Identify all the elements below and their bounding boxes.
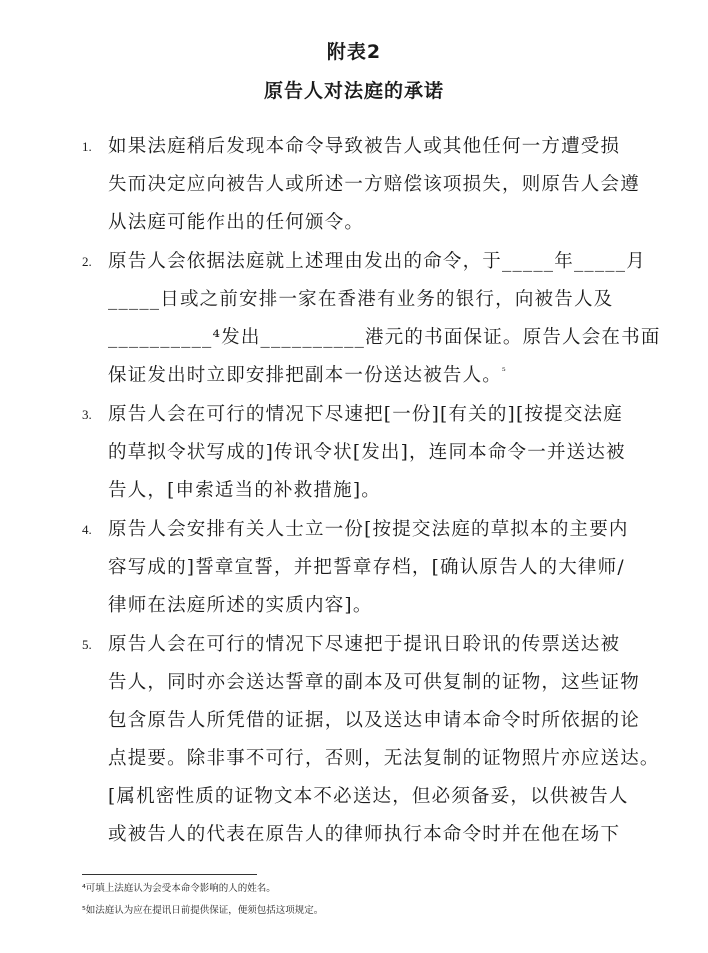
item-line: [属机密性质的证物文本不必送达，但必须备妥，以供被告人 xyxy=(108,786,629,807)
item-line: 如果法庭稍后发现本命令导致被告人或其他任何一方遭受损 xyxy=(108,136,621,157)
footnote-divider xyxy=(82,874,257,875)
item-line: __________⁴发出__________港元的书面保证。原告人会在书面 xyxy=(108,327,661,348)
item-line: 包含原告人所凭借的证据，以及送达申请本命令时所依据的论 xyxy=(108,710,640,731)
item-line-last xyxy=(108,357,506,395)
item-number: 2. xyxy=(82,254,92,269)
item-number: 1. xyxy=(82,139,92,154)
item-line: 容写成的]誓章宣誓，并把誓章存档，[确认原告人的大律师/ xyxy=(108,557,625,578)
item-line: 失而决定应向被告人或所述一方赔偿该项损失，则原告人会遵 xyxy=(108,174,640,195)
footnote: ⁵如法庭认为应在提讯日前提供保证，便须包括这项规定。 xyxy=(82,905,324,916)
item-line: 的草拟令状写成的]传讯令状[发出]，连同本命令一并送达被 xyxy=(108,442,626,463)
item-line: 告人，同时亦会送达誓章的副本及可供复制的证物，这些证物 xyxy=(108,672,640,693)
page-title: 附表2 xyxy=(326,41,382,63)
footnote-marker: ⁵ xyxy=(502,366,506,377)
item-line: 原告人会安排有关人士立一份[按提交法庭的草拟本的主要内 xyxy=(108,519,629,540)
item-number: 5. xyxy=(82,637,92,652)
item-line: 原告人会在可行的情况下尽速把于提讯日聆讯的传票送达被 xyxy=(108,634,621,655)
item-line: 律师在法庭所述的实质内容]。 xyxy=(108,595,373,616)
item-line: 点提要。除非事不可行，否则，无法复制的证物照片亦应送达。 xyxy=(108,748,660,769)
item-line: _____日或之前安排一家在香港有业务的银行，向被告人及 xyxy=(108,289,614,310)
item-number: 3. xyxy=(82,407,92,422)
item-line: 或被告人的代表在原告人的律师执行本命令时并在他在场下 xyxy=(108,824,621,845)
item-line: 原告人会在可行的情况下尽速把[一份][有关的][按提交法庭 xyxy=(108,404,623,425)
item-line: 原告人会依据法庭就上述理由发出的命令，于_____年_____月 xyxy=(108,251,646,272)
item-line-text: 保证发出时立即安排把副本一份送达被告人。 xyxy=(108,365,503,386)
item-line: 告人，[申索适当的补救措施]。 xyxy=(108,480,381,501)
item-number: 4. xyxy=(82,522,92,537)
page-subtitle: 原告人对法庭的承诺 xyxy=(263,80,444,102)
item-line: 从法庭可能作出的任何颁令。 xyxy=(108,212,365,233)
footnote: ⁴可填上法庭认为会受本命令影响的人的姓名。 xyxy=(82,883,276,894)
